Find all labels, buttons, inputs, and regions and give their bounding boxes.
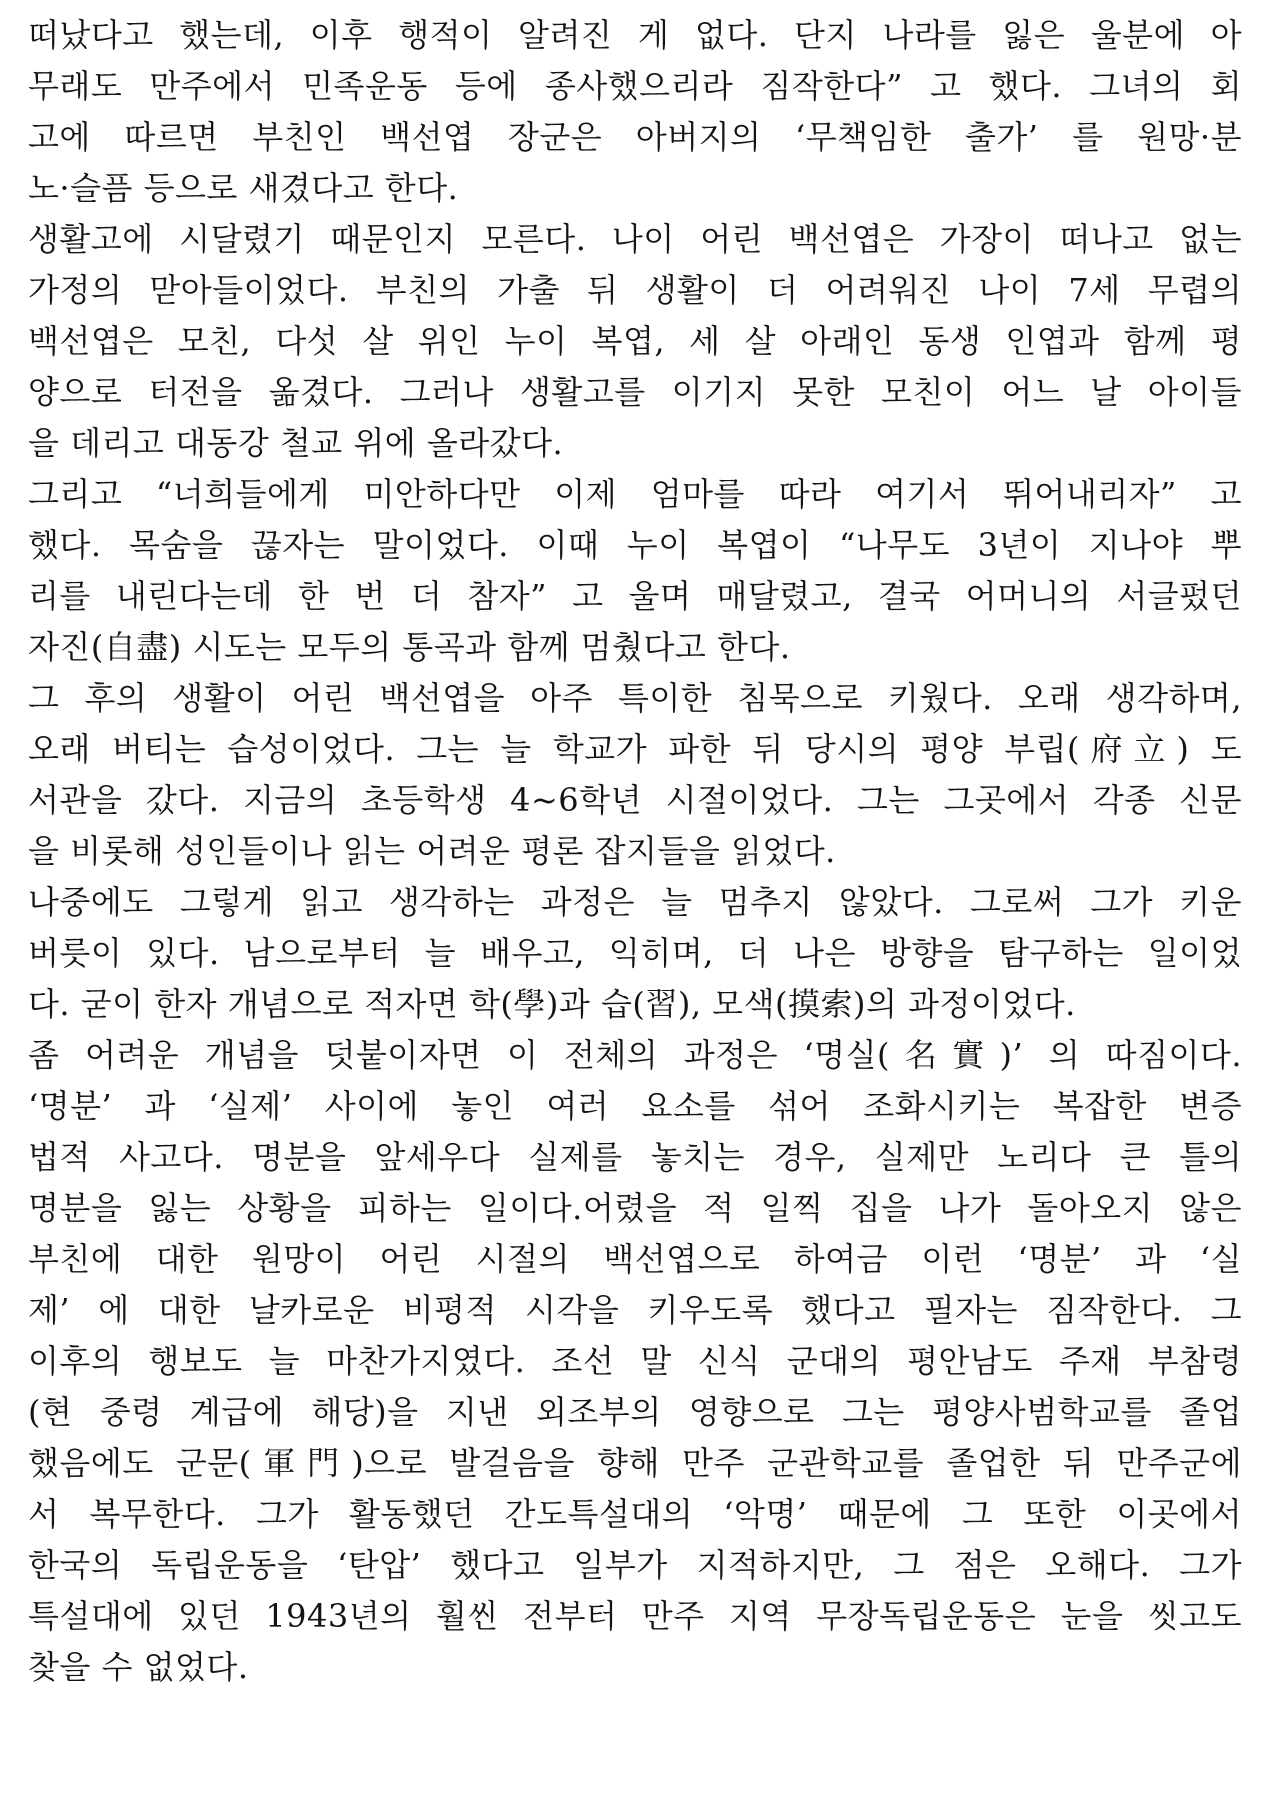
text-line: 백선엽은 모친, 다섯 살 위인 누이 복엽, 세 살 아래인 동생 인엽과 함께 평 [28, 322, 1242, 360]
text-line: 을 비롯해 성인들이나 읽는 어려운 평론 잡지들을 읽었다. [28, 832, 836, 870]
text-line: 오래 버티는 습성이었다. 그는 늘 학교가 파한 뒤 당시의 평양 부립(府立) 도 [28, 730, 1242, 768]
text-line: 가정의 맏아들이었다. 부친의 가출 뒤 생활이 더 어려워진 나이 7세 무렵의 [28, 271, 1242, 309]
text-line: 나중에도 그렇게 읽고 생각하는 과정은 늘 멈추지 않았다. 그로써 그가 키운 [28, 883, 1242, 921]
text-line: 떠났다고 했는데, 이후 행적이 알려진 게 없다. 단지 나라를 잃은 울분에 아 [28, 16, 1242, 54]
text-line: 찾을 수 없었다. [28, 1648, 249, 1686]
text-line: 좀 어려운 개념을 덧붙이자면 이 전체의 과정은 ‘명실(名實)’ 의 따짐이다. [28, 1036, 1242, 1074]
text-line: 리를 내린다는데 한 번 더 참자” 고 울며 매달렸고, 결국 어머니의 서글펐던 [28, 577, 1242, 615]
text-line: 그리고 “너희들에게 미안하다만 이제 엄마를 따라 여기서 뛰어내리자” 고 [28, 475, 1242, 513]
text-line: 고에 따르면 부친인 백선엽 장군은 아버지의 ‘무책임한 출가’ 를 원망·분 [28, 118, 1242, 156]
text-line: 다. 굳이 한자 개념으로 적자면 학(學)과 습(習), 모색(摸索)의 과정이었다. [28, 985, 1076, 1023]
text-line: 무래도 만주에서 민족운동 등에 종사했으리라 짐작한다” 고 했다. 그녀의 회 [28, 67, 1242, 105]
text-line: 했다. 목숨을 끊자는 말이었다. 이때 누이 복엽이 “나무도 3년이 지나야 뿌 [28, 526, 1242, 564]
text-line: 한국의 독립운동을 ‘탄압’ 했다고 일부가 지적하지만, 그 점은 오해다. 그가 [28, 1546, 1242, 1584]
text-line: 버릇이 있다. 남으로부터 늘 배우고, 익히며, 더 나은 방향을 탐구하는 일이었 [28, 934, 1242, 972]
text-line: 명분을 잃는 상황을 피하는 일이다.어렸을 적 일찍 집을 나가 돌아오지 않은 [28, 1189, 1242, 1227]
text-line: 이후의 행보도 늘 마찬가지였다. 조선 말 신식 군대의 평안남도 주재 부참령 [28, 1342, 1242, 1380]
text-line: 그 후의 생활이 어린 백선엽을 아주 특이한 침묵으로 키웠다. 오래 생각하며, [28, 679, 1242, 717]
text-line: 노·슬픔 등으로 새겼다고 한다. [28, 169, 459, 207]
text-line: 법적 사고다. 명분을 앞세우다 실제를 놓치는 경우, 실제만 노리다 큰 틀의 [28, 1138, 1242, 1176]
text-line: 특설대에 있던 1943년의 훨씬 전부터 만주 지역 무장독립운동은 눈을 씻고도 [28, 1597, 1242, 1635]
document-page [28, 10, 1242, 1693]
text-line: 했음에도 군문(軍門)으로 발걸음을 향해 만주 군관학교를 졸업한 뒤 만주군에 [28, 1444, 1242, 1482]
text-line: 자진(自盡) 시도는 모두의 통곡과 함께 멈췄다고 한다. [28, 628, 791, 666]
text-line: 양으로 터전을 옮겼다. 그러나 생활고를 이기지 못한 모친이 어느 날 아이들 [28, 373, 1242, 411]
text-line: 서 복무한다. 그가 활동했던 간도특설대의 ‘악명’ 때문에 그 또한 이곳에서 [28, 1495, 1242, 1533]
text-line: ‘명분’ 과 ‘실제’ 사이에 놓인 여러 요소를 섞어 조화시키는 복잡한 변증 [28, 1087, 1242, 1125]
text-line: 을 데리고 대동강 철교 위에 올라갔다. [28, 424, 564, 462]
text-line: (현 중령 계급에 해당)을 지낸 외조부의 영향으로 그는 평양사범학교를 졸업 [28, 1393, 1242, 1431]
text-line: 제’ 에 대한 날카로운 비평적 시각을 키우도록 했다고 필자는 짐작한다. 그 [28, 1291, 1242, 1329]
text-line: 생활고에 시달렸기 때문인지 모른다. 나이 어린 백선엽은 가장이 떠나고 없는 [28, 220, 1242, 258]
text-line: 부친에 대한 원망이 어린 시절의 백선엽으로 하여금 이런 ‘명분’ 과 ‘실 [28, 1240, 1242, 1278]
text-line: 서관을 갔다. 지금의 초등학생 4~6학년 시절이었다. 그는 그곳에서 각종 신문 [28, 781, 1242, 819]
